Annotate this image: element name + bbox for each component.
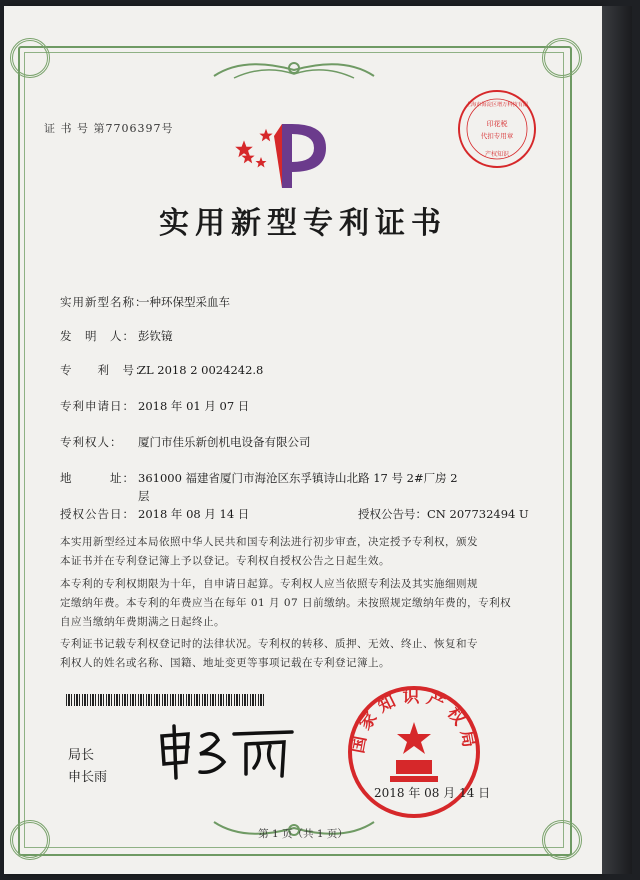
field-address	[60, 470, 458, 486]
tax-stamp-line2: 印花税	[486, 120, 508, 128]
field-patentee	[60, 434, 311, 450]
body-paragraph: 本实用新型经过本局依照中华人民共和国专利法进行初步审查，决定授予专利权，颁发	[60, 536, 478, 548]
field-value: 2018 年 08 月 14 日	[138, 507, 250, 521]
field-patent-number	[60, 362, 263, 378]
field-label: 专利申请日：	[60, 399, 135, 413]
field-label: 发 明 人：	[60, 329, 135, 343]
body-paragraph: 专利证书记载专利权登记时的法律状况。专利权的转移、质押、无效、终止、恢复和专	[60, 638, 478, 650]
seal-text: 国家知识产权局	[347, 687, 481, 755]
field-publication-number	[358, 506, 529, 522]
field-address-cont	[60, 488, 150, 504]
corner-ornament-tl	[10, 38, 50, 78]
field-value: 361000 福建省厦门市海沧区东孚镇诗山北路 17 号 2#厂房 2	[138, 471, 458, 485]
field-value: 彭钦镜	[138, 329, 173, 343]
tax-stamp	[456, 88, 538, 170]
tax-stamp-line4: 产权知识	[484, 151, 510, 158]
official-seal	[344, 682, 484, 822]
seal-date: 2018 年 08 月 14 日	[374, 786, 491, 800]
body-paragraph: 自应当缴纳年费期满之日起终止。	[60, 616, 225, 628]
body-paragraph: 本专利的专利权期限为十年，自申请日起算。专利权人应当依照专利法及其实施细则规	[60, 578, 478, 590]
body-paragraph: 本证书并在专利登记簿上予以登记。专利权自授权公告之日起生效。	[60, 555, 390, 567]
field-inventor	[60, 328, 173, 344]
field-label: 专 利 号：	[60, 363, 148, 377]
field-label: 专利权人：	[60, 435, 123, 449]
field-value: 2018 年 01 月 07 日	[138, 399, 250, 413]
director-name: 申长雨	[68, 770, 108, 785]
field-label: 授权公告日：	[60, 507, 135, 521]
signature-image	[154, 722, 304, 782]
certificate-number: 证 书 号 第7706397号	[44, 122, 174, 135]
certificate-sheet	[4, 6, 602, 874]
corner-ornament-tr	[542, 38, 582, 78]
background-shadow	[602, 6, 632, 874]
certificate-title: 实用新型专利证书	[159, 206, 447, 241]
field-value: 层	[138, 489, 150, 503]
field-name	[60, 294, 230, 310]
patent-office-logo-icon	[234, 116, 334, 196]
page-number: 第 1 页（共 1 页）	[258, 828, 348, 840]
field-value: 厦门市佳乐新创机电设备有限公司	[138, 435, 311, 449]
field-label: 实用新型名称：	[60, 295, 148, 309]
field-value: 一种环保型采血车	[138, 295, 230, 309]
body-paragraph: 定缴纳年费。本专利的年费应当在每年 01 月 07 日前缴纳。未按照规定缴纳年费的，专利权	[60, 597, 512, 609]
field-label: 地 址：	[60, 471, 135, 485]
tax-stamp-line3: 代扣专用章	[480, 132, 514, 140]
top-ornament	[204, 56, 384, 84]
tax-stamp-line1: 上海市海淀区增万科技有限	[465, 102, 529, 108]
barcode	[66, 694, 266, 706]
field-value: ZL 2018 2 0024242.8	[138, 363, 264, 377]
director-title: 局长	[68, 748, 95, 763]
body-paragraph: 利权人的姓名或名称、国籍、地址变更等事项记载在专利登记簿上。	[60, 657, 390, 669]
field-application-date	[60, 398, 249, 414]
field-label: 授权公告号：	[358, 507, 427, 521]
field-value: CN 207732494 U	[427, 507, 529, 521]
field-grant-date	[60, 506, 249, 522]
